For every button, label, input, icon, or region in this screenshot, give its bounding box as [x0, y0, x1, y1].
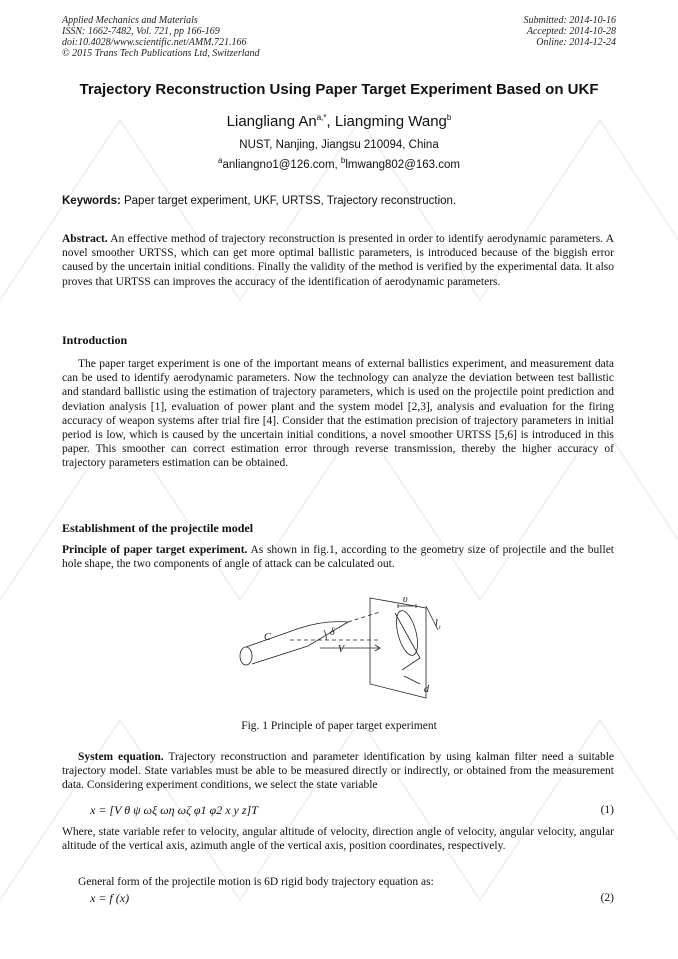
projectile-base	[240, 647, 252, 665]
accepted-date: Accepted: 2014-10-28	[526, 26, 616, 37]
email-link[interactable]: lmwang802@163.com	[345, 159, 460, 171]
intro-paragraph: The paper target experiment is one of the important means of external ballistics experiment, and measurement data can be used to identify aerodynamic parameters. Now the technology can analyze the deviation between test ballistic and standard ballistic using the estimation of trajectory parameters, which is used on the projectile point prediction and deviation analysis [1], evaluation of power plant and the system model [2,3], analysis and evaluation for the firing accuracy of weapon systems after trial fire [4]. Consider that the estimation precision of trajectory parameters in initial period is low, which is caused by the uncertain initial conditions, a novel smoother URTSS [5,6] is introduced in this paper. This smoother can correct estimation error through reverse transmission, thereby the higher accuracy of trajectory parameters estimation can be obtained.	[62, 358, 614, 470]
label-upsilon: υ	[403, 594, 408, 605]
principle-label: Principle of paper target experiment.	[62, 544, 248, 556]
label-delta: δ	[330, 627, 335, 638]
online-date: Online: 2014-12-24	[536, 37, 616, 48]
system-paragraph	[62, 750, 614, 793]
label-d: d	[424, 684, 429, 695]
hole-outline	[395, 613, 420, 670]
copyright-line: © 2015 Trans Tech Publications Ltd, Switzerland	[62, 48, 260, 59]
figure-caption: Fig. 1 Principle of paper target experiment	[241, 720, 437, 732]
email-link[interactable]: anliangno1@126.com,	[222, 159, 341, 171]
equation-2: x = f (x)	[90, 891, 130, 905]
label-c: C	[264, 632, 271, 643]
author-affil-sup: a,*	[316, 113, 327, 122]
author-name: Liangming Wang	[334, 113, 447, 130]
d-dimension	[404, 676, 420, 684]
where-paragraph: Where, state variable refer to velocity, angular altitude of velocity, direction angle of velocity, angular velocity, angular altitude of the vertical axis, azimuth angle of the vertical axis, position coordinates, respectively.	[62, 826, 614, 853]
equation-2-number: (2)	[600, 892, 614, 904]
equation-1-number: (1)	[600, 804, 614, 816]
label-v: V	[338, 644, 345, 655]
general-form-paragraph: General form of the projectile motion is 6D rigid body trajectory equation as:	[78, 876, 434, 888]
principle-paragraph	[62, 543, 614, 571]
figure-paper-target	[230, 588, 456, 708]
author-list	[0, 113, 678, 130]
abstract	[62, 232, 614, 289]
principle-text: As shown in fig.1, according to the geometry size of projectile and the bullet hole shape, the two components of angle of attack can be calculated out.	[62, 544, 614, 571]
section-heading-introduction: Introduction	[62, 333, 128, 347]
author-emails	[0, 156, 678, 171]
email-sup: a	[218, 156, 223, 166]
journal-header-left	[62, 15, 260, 59]
section-heading-model: Establishment of the projectile model	[62, 521, 254, 535]
author-separator: ,	[326, 113, 335, 130]
journal-header-right	[524, 15, 617, 48]
paper-title: Trajectory Reconstruction Using Paper Target Experiment Based on UKF	[79, 81, 599, 98]
affiliation: NUST, Nanjing, Jiangsu 210094, China	[239, 139, 439, 151]
author-name: Liangliang An	[226, 113, 317, 130]
system-label: System equation.	[78, 751, 164, 763]
equation-1: x = [V θ ψ ωξ ωη ωζ φ1 φ2 x y z]T	[90, 803, 258, 817]
doi-line: doi:10.4028/www.scientific.net/AMM.721.166	[62, 37, 247, 48]
delta-arc	[324, 630, 326, 640]
abstract-label: Abstract.	[62, 233, 108, 245]
keywords-label: Keywords:	[62, 195, 121, 207]
label-l-sub: t	[439, 625, 441, 631]
keywords	[62, 195, 614, 207]
keywords-text: Paper target experiment, UKF, URTSS, Trajectory reconstruction.	[120, 195, 457, 207]
journal-name: Applied Mechanics and Materials	[62, 15, 198, 26]
projection-line	[348, 612, 380, 622]
abstract-text: An effective method of trajectory reconstruction is presented in order to identify aerodynamic parameters. A novel smoother URTSS, which can get more optimal ballistic parameters, is introduced because of the biggish error caused by the uncertain initial conditions. Finally the validity of the method is verified by the experimental data. It also proves that URTSS can improves the accuracy of the identification of aerodynamic parameters.	[62, 233, 614, 288]
email-sup: b	[340, 156, 346, 166]
submitted-date: Submitted: 2014-10-16	[523, 15, 616, 26]
system-text: Trajectory reconstruction and parameter identification by using kalman filter need a suitable trajectory model. State variables must be able to be measured directly or indirectly, or obtained from the measurement data. Considering experiment conditions, we select the state variable	[62, 751, 615, 792]
author-affil-sup: b	[446, 113, 452, 122]
issn-line: ISSN: 1662-7482, Vol. 721, pp 166-169	[62, 26, 220, 37]
label-l: l	[435, 618, 438, 629]
